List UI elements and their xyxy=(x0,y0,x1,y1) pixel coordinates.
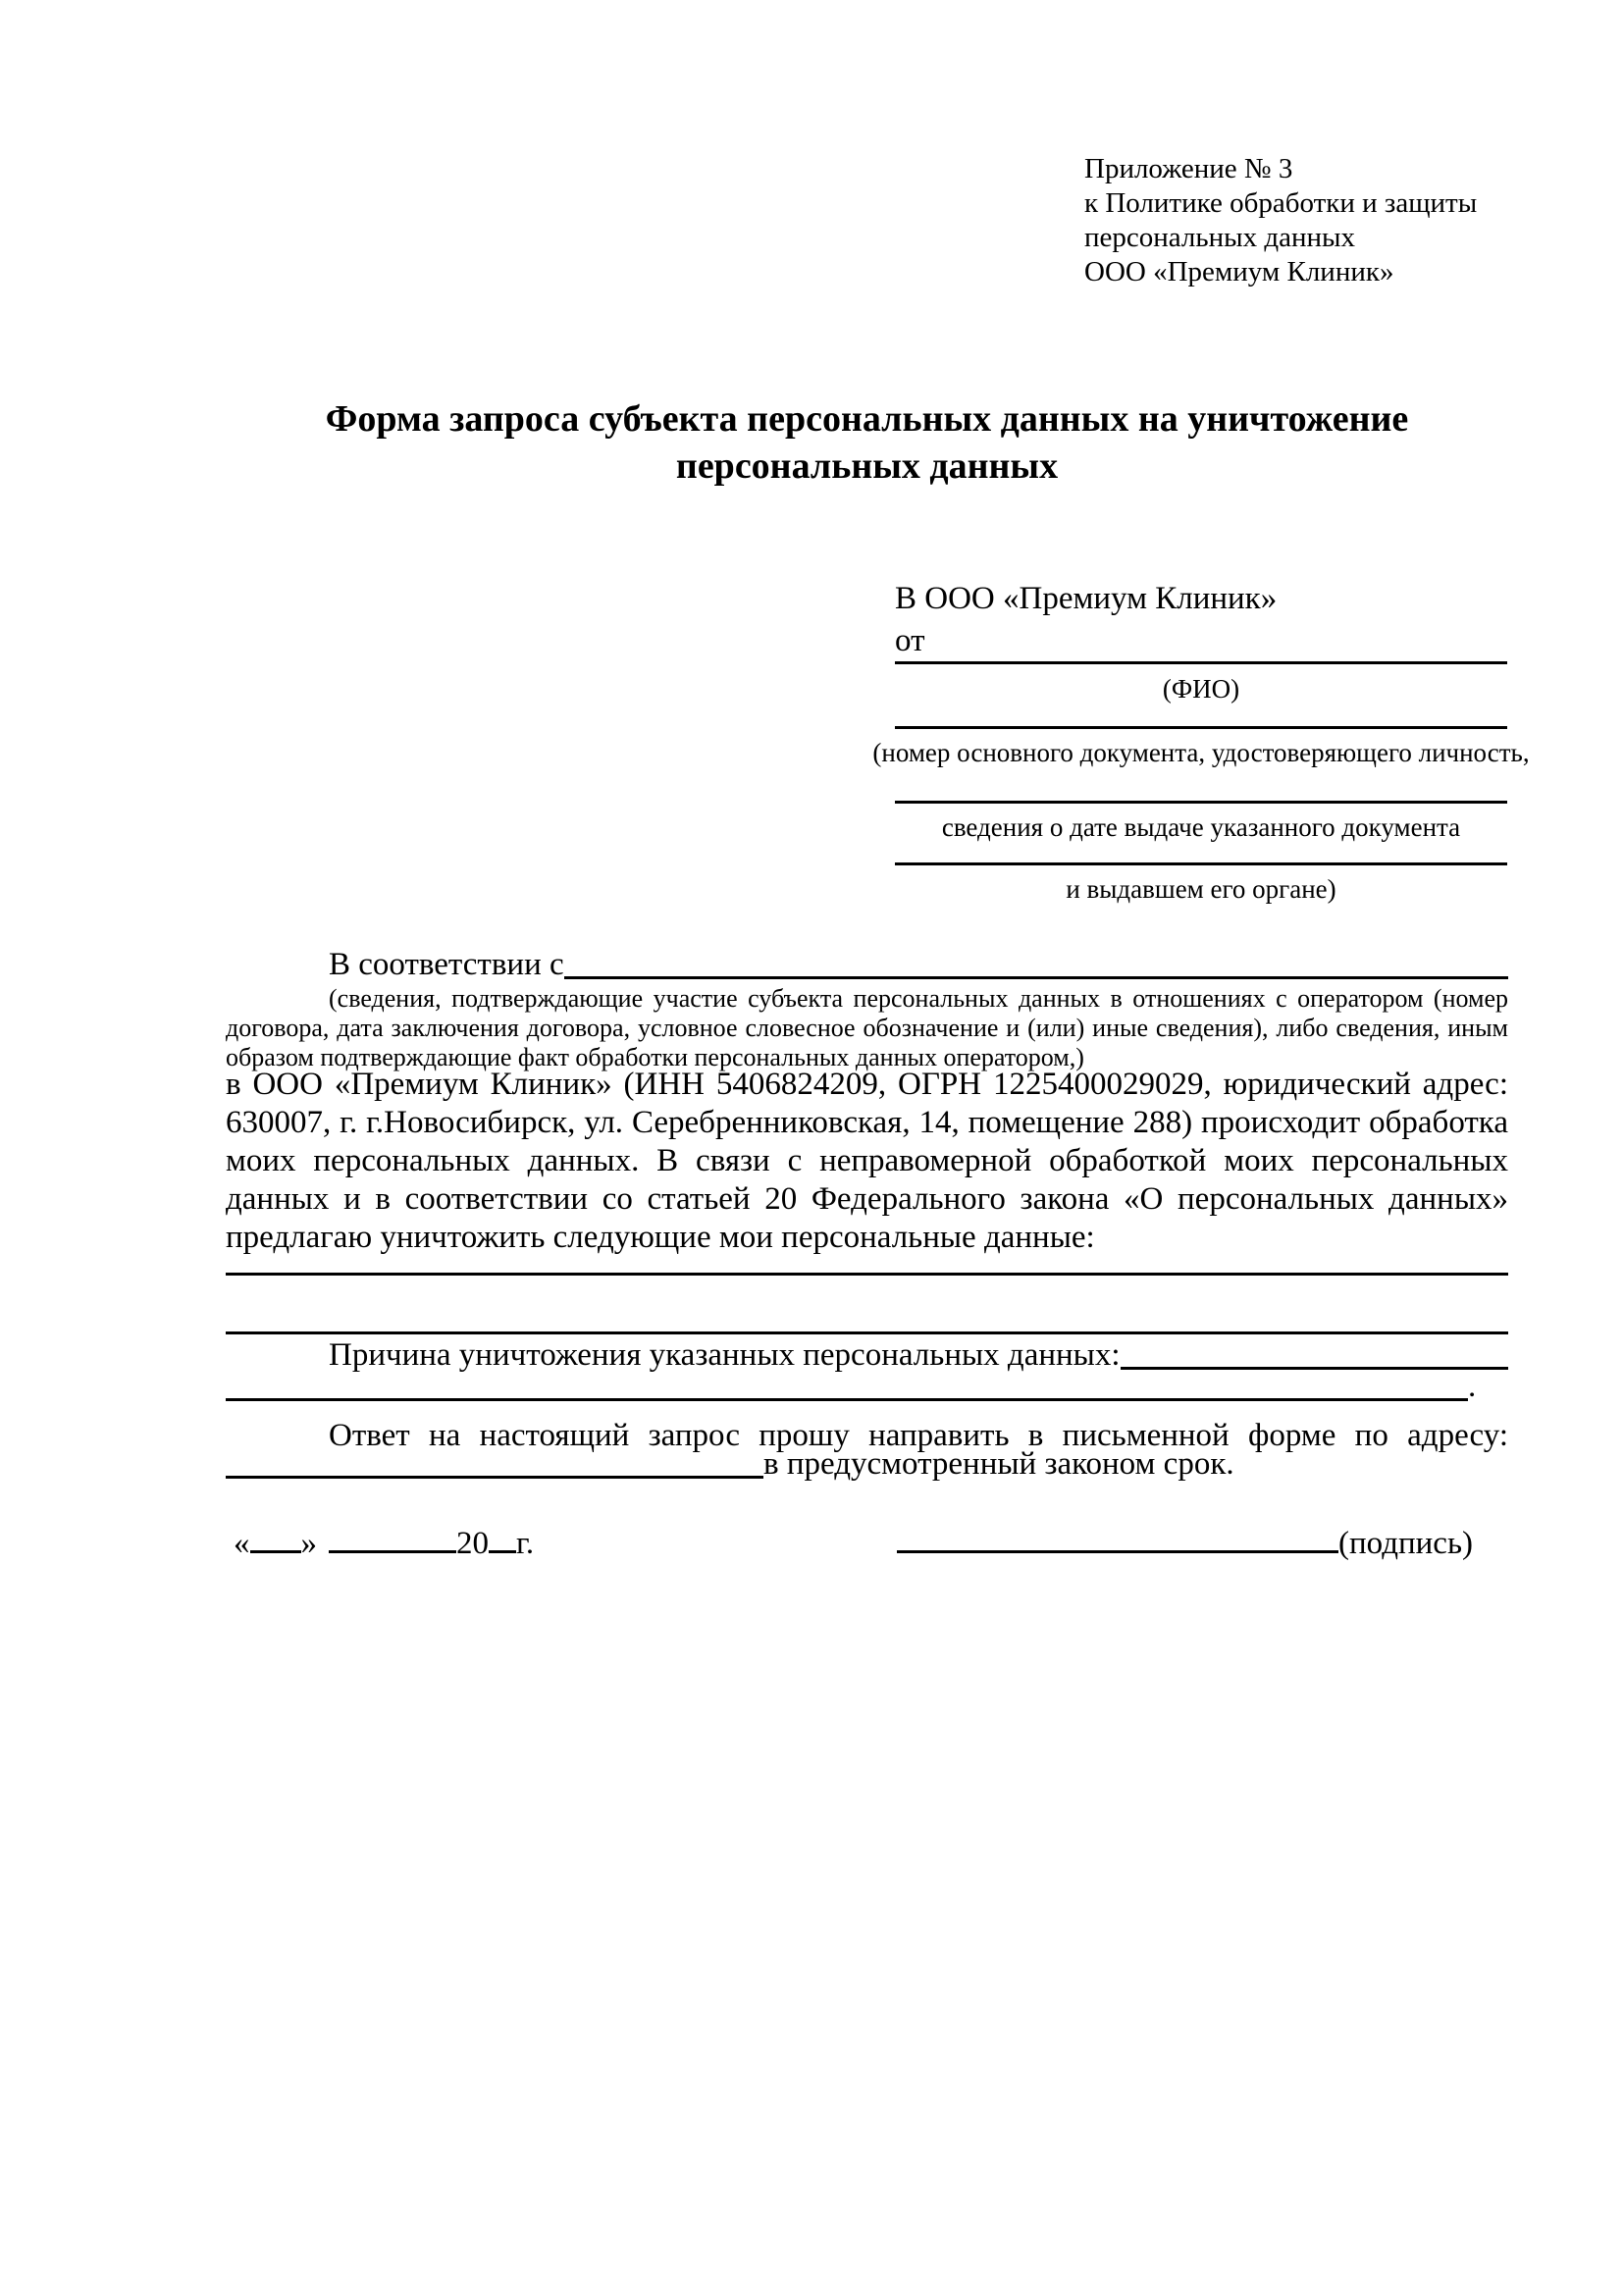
day-blank-line xyxy=(250,1546,301,1553)
doc-number-blank-line xyxy=(895,726,1507,729)
data-blank-line-1 xyxy=(226,1273,1508,1276)
addressee-from-label: от xyxy=(895,623,925,658)
signature-group xyxy=(897,1526,1508,1562)
appendix-line: персональных данных xyxy=(1084,222,1356,253)
year-suffix: г. xyxy=(516,1526,535,1561)
reason-continuation-row xyxy=(226,1369,1508,1405)
doc-date-blank-line xyxy=(895,801,1507,804)
reason-continuation-blank-line xyxy=(226,1398,1468,1401)
response-paragraph: Ответ на настоящий запрос прошу направить в письменной форме по адресу: xyxy=(329,1418,1508,1453)
reason-row xyxy=(226,1337,1508,1374)
signature-row xyxy=(226,1519,1508,1562)
fio-caption: (ФИО) xyxy=(1162,674,1240,704)
appendix-line: Приложение № 3 xyxy=(1084,153,1293,184)
doc-number-caption: (номер основного документа, удостоверяющего личность, xyxy=(872,738,1530,767)
appendix-line: ООО «Премиум Клиник» xyxy=(1084,256,1394,287)
year-prefix: 20 xyxy=(456,1526,489,1561)
doc-issuer-blank-line xyxy=(895,862,1507,865)
reason-blank-line xyxy=(1121,1367,1508,1370)
doc-issuer-caption: и выдавшем его органе) xyxy=(1066,874,1336,904)
accordance-row xyxy=(226,947,1508,983)
date-open-quote: « xyxy=(234,1526,250,1561)
data-blank-line-2 xyxy=(226,1331,1508,1334)
signature-caption: (подпись) xyxy=(1338,1526,1473,1561)
reason-label: Причина уничтожения указанных персональных данных: xyxy=(329,1337,1121,1373)
addressee-org: В ООО «Премиум Клиник» xyxy=(895,581,1278,616)
document-title: Форма запроса субъекта персональных данных на уничтожение персональных данных xyxy=(325,398,1409,487)
accordance-blank-line xyxy=(564,976,1508,979)
date-close-quote: » xyxy=(300,1526,317,1561)
date-line xyxy=(226,1526,534,1562)
accordance-footnote: (сведения, подтверждающие участие субъекта персональных данных в отношениях с оператором (номер договора, дата заключения договора, условное словесное обозначение и (или) иные сведения), либо сведения, иным образом подтверждающие факт обработки персональных данных оператором,) xyxy=(226,984,1508,1071)
month-blank-line xyxy=(329,1546,456,1553)
year-blank-line xyxy=(489,1546,516,1553)
signature-blank-line xyxy=(897,1546,1338,1553)
accordance-label: В соответствии с xyxy=(329,947,564,982)
fio-blank-line xyxy=(895,661,1507,664)
main-paragraph: в ООО «Премиум Клиник» (ИНН 5406824209, ОГРН 1225400029029, юридический адрес: 630007, г. г.Новосибирск, ул. Серебренниковская, 14, помещение 288) происходит обработка моих персональных данных. В связи с неправомерной обработкой моих персональных данных и в соответствии со статьей 20 Федерального закона «О персональных данных» предлагаю уничтожить следующие мои персональные данные: xyxy=(226,1067,1508,1255)
appendix-note xyxy=(1084,152,1477,289)
response-tail-row xyxy=(226,1446,1508,1483)
doc-date-caption: сведения о дате выдаче указанного документа xyxy=(941,812,1461,842)
response-address-blank-line xyxy=(226,1476,763,1479)
appendix-line: к Политике обработки и защиты xyxy=(1084,187,1478,219)
response-tail-label: в предусмотренный законом срок. xyxy=(763,1446,1234,1482)
reason-line-period: . xyxy=(1468,1369,1477,1404)
